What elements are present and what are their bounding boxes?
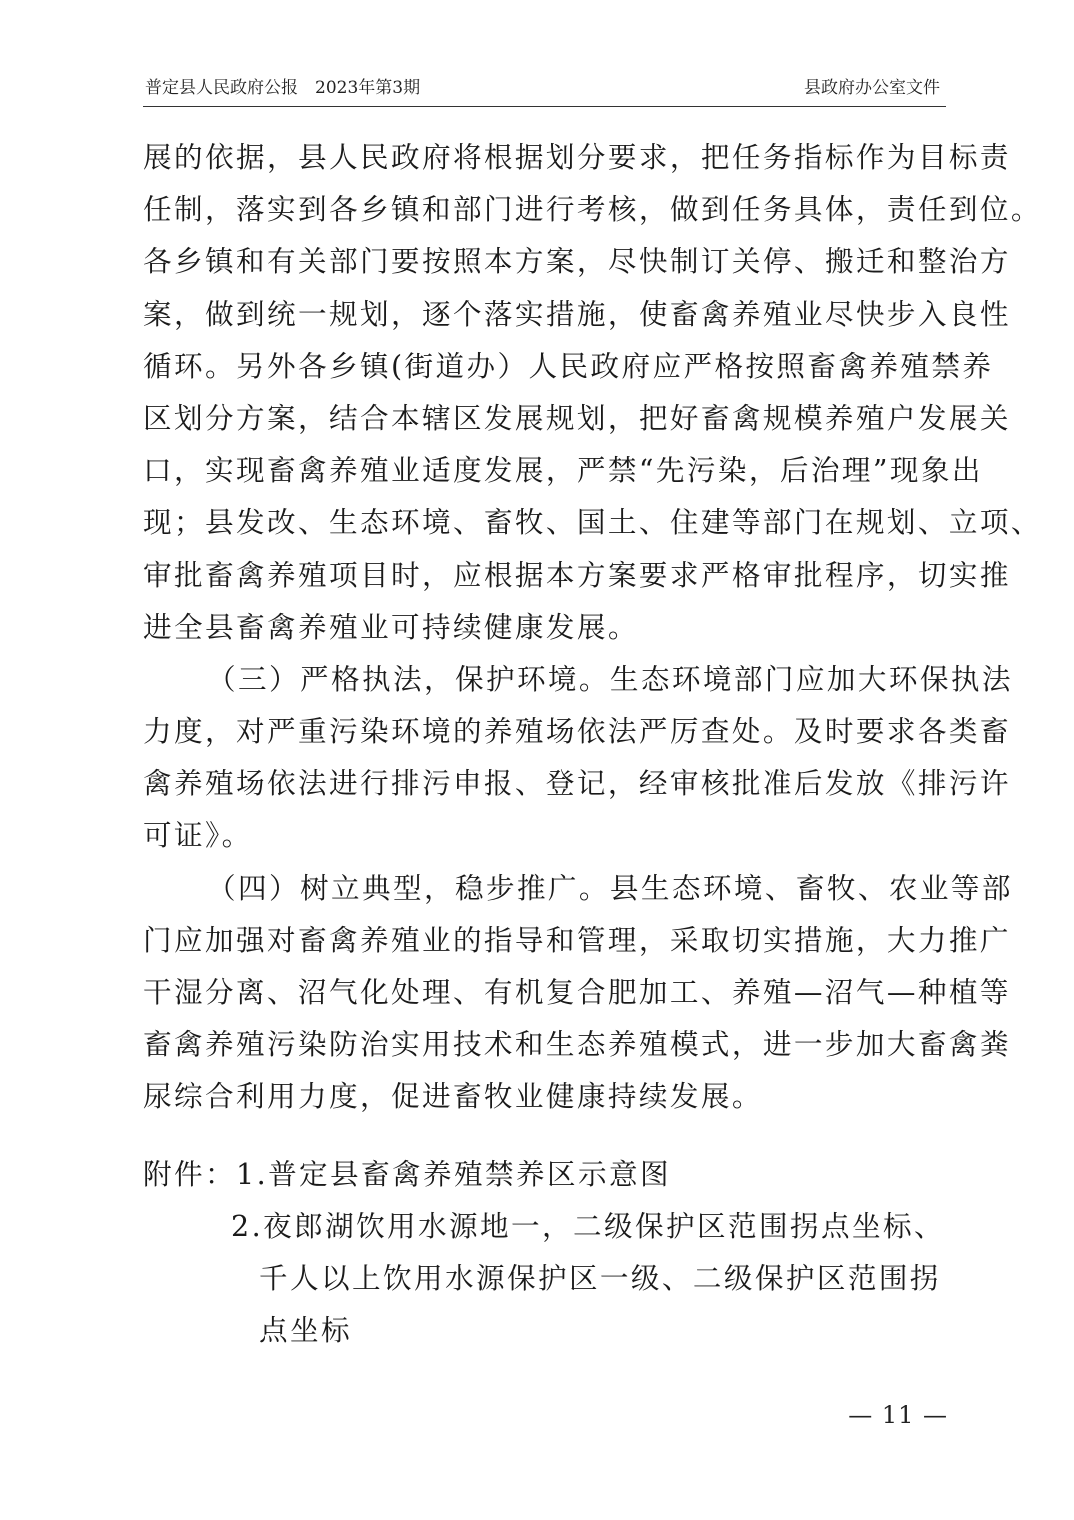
- paragraph-line: 力度，对严重污染环境的养殖场依法严厉查处。及时要求各类畜: [143, 714, 1011, 749]
- paragraph-line: 口，实现畜禽养殖业适度发展，严禁“先污染，后治理”现象出: [143, 453, 983, 488]
- paragraph-line: 现；县发改、生态环境、畜牧、国土、住建等部门在规划、立项、: [143, 505, 1042, 540]
- paragraph-line: 任制，落实到各乡镇和部门进行考核，做到任务具体，责任到位。: [143, 192, 1042, 227]
- bulletin-title: 普定县人民政府公报 2023年第3期: [145, 78, 421, 98]
- paragraph-line: 案，做到统一规划，逐个落实措施，使畜禽养殖业尽快步入良性: [143, 296, 1011, 331]
- paragraph-line: 审批畜禽养殖项目时，应根据本方案要求严格审批程序，切实推: [143, 557, 1011, 592]
- section-heading-line: （三）严格执法，保护环境。生态环境部门应加大环保执法: [207, 661, 1013, 696]
- paragraph-line: 畜禽养殖污染防治实用技术和生态养殖模式，进一步加大畜禽粪: [143, 1027, 1011, 1062]
- attachment-item-2-continued: 千人以上饮用水源保护区一级、二级保护区范围拐: [259, 1261, 941, 1295]
- paragraph-line: 展的依据，县人民政府将根据划分要求，把任务指标作为目标责: [143, 140, 1011, 174]
- paragraph-line: 禽养殖场依法进行排污申报、登记，经审核批准后发放《排污许: [143, 766, 1011, 801]
- paragraph-line: 尿综合利用力度，促进畜牧业健康持续发展。: [143, 1079, 763, 1114]
- document-category: 县政府办公室文件: [804, 78, 940, 98]
- paragraph-line: 可证》。: [143, 818, 253, 853]
- paragraph-line: 门应加强对畜禽养殖业的指导和管理，采取切实措施，大力推广: [143, 922, 1011, 957]
- attachment-item-2: 2.夜郎湖饮用水源地一，二级保护区范围拐点坐标、: [231, 1209, 945, 1243]
- paragraph-line: 进全县畜禽养殖业可持续健康发展。: [143, 609, 639, 644]
- page-header: [143, 76, 946, 107]
- paragraph-line: 区划分方案，结合本辖区发展规划，把好畜禽规模养殖户发展关: [143, 400, 1011, 435]
- attachment-item-1: 附件：1.普定县畜禽养殖禁养区示意图: [143, 1157, 671, 1191]
- body-text: [143, 131, 1042, 1123]
- attachment-item-2-continued: 点坐标: [259, 1313, 352, 1347]
- paragraph-line: 干湿分离、沼气化处理、有机复合肥加工、养殖—沼气—种植等: [143, 975, 1011, 1009]
- section-heading-line: （四）树立典型，稳步推广。县生态环境、畜牧、农业等部: [207, 870, 1013, 905]
- attachments-list: [143, 1148, 945, 1356]
- page-number: — 11 —: [848, 1401, 948, 1429]
- paragraph-line: 循环。另外各乡镇(街道办）人民政府应严格按照畜禽养殖禁养: [143, 348, 994, 383]
- paragraph-line: 各乡镇和有关部门要按照本方案，尽快制订关停、搬迁和整治方: [143, 244, 1011, 279]
